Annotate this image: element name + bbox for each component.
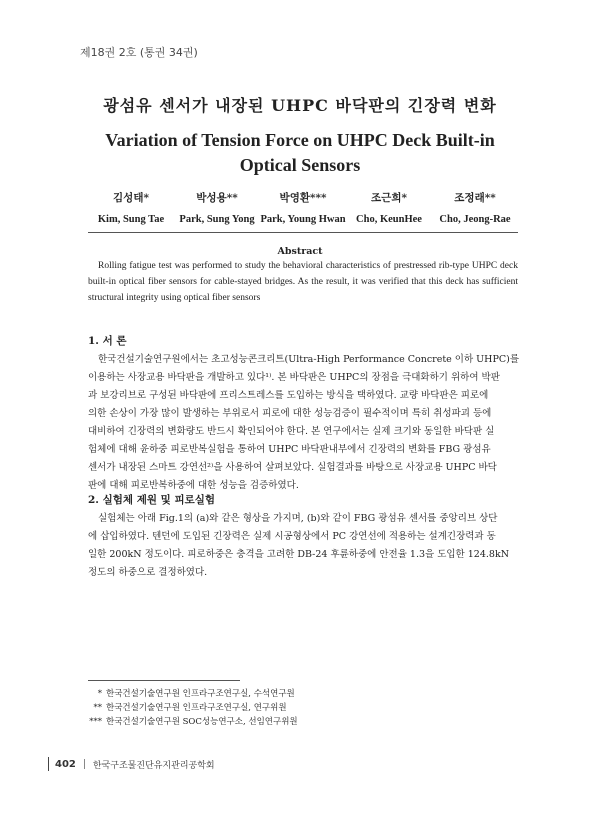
footer-bar (48, 757, 49, 771)
footnote: * 한국건설기술연구원 인프라구조연구실, 수석연구원 (97, 689, 295, 699)
page-number: 402 (55, 758, 76, 770)
author-ko: 조근희* (371, 192, 407, 204)
paragraph-line: 에 삽입하였다. 텐던에 도입된 긴장력은 실제 시공형상에서 PC 강연선에 적용하는 설계긴장력과 동 (88, 531, 496, 542)
author-ko: 박성용** (196, 192, 238, 204)
author-ko: 박영환*** (279, 192, 327, 204)
paragraph-line: 정도의 하중으로 결정하였다. (88, 567, 208, 578)
section-introduction-body (88, 351, 518, 495)
paragraph-line: 험체에 대해 윤하중 피로반복실험을 통하여 UHPC 바닥판내부에서 긴장력의 변화를 FBG 광섬유 (88, 444, 491, 455)
author-en: Kim, Sung Tae (97, 214, 165, 225)
title-english (60, 128, 540, 178)
author-en: Park, Young Hwan (260, 214, 346, 225)
footnote-divider (88, 680, 240, 681)
paragraph-line: 한국건설기술연구원에서는 초고성능콘크리트(Ultra-High Performance Concrete 이하 UHPC)를 (98, 354, 520, 365)
author-ko: 김성태* (113, 192, 149, 204)
abstract-heading: Abstract (277, 246, 323, 257)
title-english-line2: Optical Sensors (239, 155, 361, 175)
paragraph-line: 이용하는 사장교용 바닥판을 개발하고 있다¹⁾. 본 바닥판은 UHPC의 장점을 극대화하기 위하여 박판 (88, 372, 500, 383)
abstract-text: Rolling fatigue test was performed to study the behavioral characteristics of prestressed rib-type UHPC deck built-in optical fiber sensors for cable-stayed bridges. As the result, it was verified that this deck has sufficient structural integrity using optical fiber sensors (88, 261, 518, 303)
author-list (88, 190, 518, 225)
author-en: Park, Sung Yong (179, 214, 255, 225)
author-divider (88, 232, 518, 233)
footer-separator (84, 759, 85, 769)
title-korean: 광섬유 센서가 내장된 UHPC 바닥판의 긴장력 변화 (103, 96, 497, 115)
paragraph-line: 실험체는 아래 Fig.1의 (a)와 같은 형상을 가지며, (b)와 같이 FBG 광섬유 센서를 중앙리브 상단 (98, 513, 498, 524)
footnotes (80, 687, 298, 729)
paragraph-line: 센서가 내장된 스마트 강연선²⁾을 사용하여 살펴보았다. 실험결과를 바탕으로 사장교용 UHPC 바닥 (88, 462, 497, 473)
paragraph-line: 판에 대해 피로반복하중에 대한 성능을 검증하였다. (88, 480, 299, 491)
footnote: *** 한국건설기술연구원 SOC성능연구소, 선임연구위원 (89, 717, 298, 727)
paragraph-line: 과 보강리브로 구성된 바닥판에 프리스트레스를 도입하는 방식을 택하였다. 교량 바닥판은 피로에 (88, 390, 489, 401)
footnote: ** 한국건설기술연구원 인프라구조연구실, 연구위원 (93, 703, 287, 713)
journal-issue: 제18권 2호 (통권 34권) (80, 46, 198, 59)
section-heading-introduction: 1. 서 론 (88, 335, 127, 347)
page-footer (48, 757, 215, 771)
paragraph-line: 의한 손상이 가장 많이 발생하는 부위로서 피로에 대한 성능검증이 필수적이며 특히 취성파괴 등에 (88, 408, 492, 419)
paragraph-line: 대비하여 긴장력의 변화량도 반드시 확인되어야 한다. 본 연구에서는 실제 크기와 동일한 바닥판 실 (88, 426, 495, 437)
author-ko: 조정래** (454, 192, 496, 204)
section-experiment-body (88, 510, 518, 582)
author-en: Cho, Jeong-Rae (439, 214, 511, 225)
author-en: Cho, KeunHee (356, 214, 422, 225)
paragraph-line: 일한 200kN 정도이다. 피로하중은 충격을 고려한 DB-24 후륜하중에 안전율 1.3을 도입한 124.8kN (88, 549, 510, 560)
title-english-line1: Variation of Tension Force on UHPC Deck Built-in (105, 130, 495, 150)
footer-organization: 한국구조물진단유지관리공학회 (92, 760, 215, 771)
section-heading-experiment: 2. 실험체 제원 및 피로실험 (88, 494, 216, 506)
